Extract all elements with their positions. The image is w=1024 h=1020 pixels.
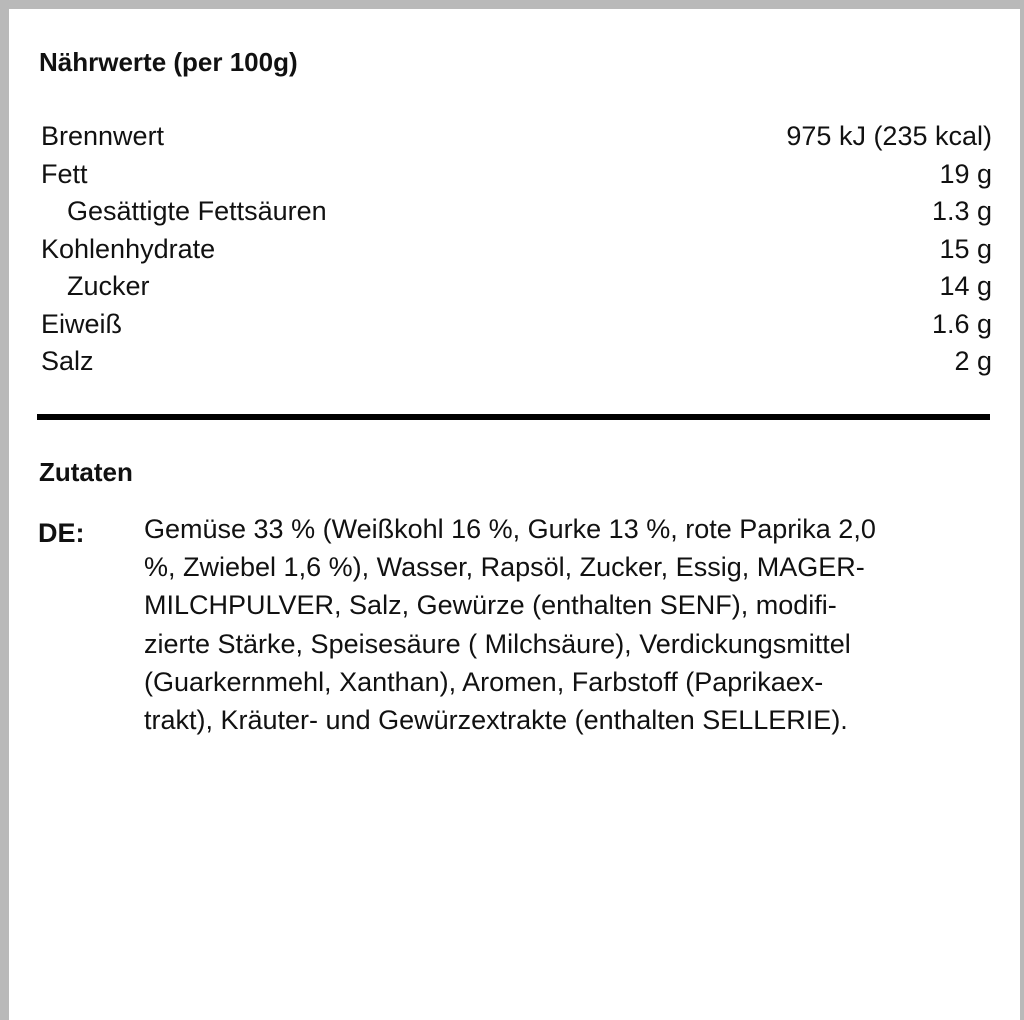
nutrition-label: Kohlenhydrate [41, 233, 216, 264]
nutrition-value: 15 g [939, 233, 992, 264]
nutrition-label: Gesättigte Fettsäuren [67, 196, 327, 226]
nutrition-row-sugar [41, 268, 992, 306]
nutrition-label: Zucker [67, 271, 150, 301]
nutrition-row-fat [41, 156, 992, 194]
ingredients-line: MILCHPULVER, Salz, Gewürze (enthalten SENF), modifi- [144, 590, 837, 621]
ingredients-line: %, Zwiebel 1,6 %), Wasser, Rapsöl, Zucker, Essig, MAGER- [144, 552, 865, 583]
nutrition-row-salt [41, 343, 992, 381]
ingredients-line: (Guarkernmehl, Xanthan), Aromen, Farbstoff (Paprikaex- [144, 666, 824, 697]
nutrition-value: 19 g [939, 158, 992, 189]
nutrition-label: Fett [41, 158, 88, 189]
nutrition-row-carbohydrates [41, 231, 992, 269]
nutrition-heading: Nährwerte (per 100g) [39, 47, 298, 77]
nutrition-row-protein [41, 306, 992, 344]
nutrition-value: 14 g [939, 271, 992, 301]
ingredients-text [144, 510, 994, 739]
nutrition-value: 975 kJ (235 kcal) [786, 121, 992, 151]
nutrition-value: 1.6 g [931, 308, 992, 339]
nutrition-row-saturated-fat [41, 193, 992, 231]
nutrition-table [41, 118, 992, 381]
nutrition-row-energy [41, 118, 992, 156]
nutrition-label: Brennwert [41, 121, 165, 151]
ingredients-line: trakt), Kräuter- und Gewürzextrakte (enthalten SELLERIE). [144, 705, 848, 736]
section-divider [37, 414, 990, 420]
nutrition-value: 1.3 g [931, 196, 992, 226]
nutrition-label: Salz [41, 346, 94, 376]
ingredients-line: zierte Stärke, Speisesäure ( Milchsäure), Verdickungsmittel [144, 628, 851, 659]
ingredients-line: Gemüse 33 % (Weißkohl 16 %, Gurke 13 %, rote Paprika 2,0 [144, 514, 876, 544]
nutrition-value: 2 g [954, 346, 992, 376]
product-info-panel [9, 9, 1020, 1020]
ingredients-heading: Zutaten [39, 457, 133, 487]
language-code: DE: [38, 518, 85, 548]
nutrition-label: Eiweiß [41, 308, 123, 339]
